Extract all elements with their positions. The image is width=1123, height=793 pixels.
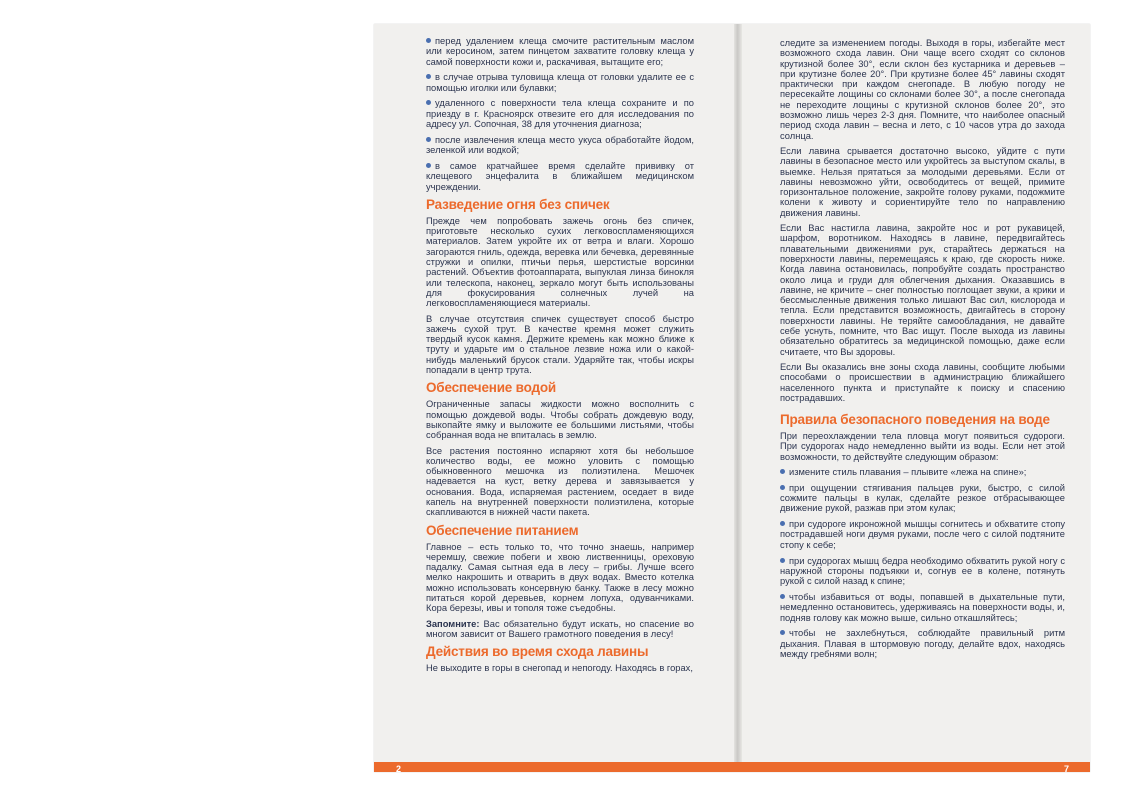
page-fold bbox=[734, 24, 742, 772]
list-item-text: при судорогах мышц бедра необходимо обхватить рукой ногу с наружной стороны подъякки и, согнув ее в колене, потянуть рукой с силой назад к спине; bbox=[780, 555, 1065, 587]
section-heading-water-rules: Правила безопасного поведения на воде bbox=[780, 412, 1050, 428]
list-item-text: в самое кратчайшее время сделайте прививку от клещевого энцефалита в ближайшем медицинском учреждении. bbox=[426, 160, 694, 192]
list-item bbox=[780, 556, 1065, 587]
list-item-text: перед удалением клеща смочите растительным маслом или керосином, затем пинцетом захватите головку клеща у самой поверхности кожи и, раскачивая, вытащите его; bbox=[426, 36, 694, 67]
note-text: Вас обязательно будут искать, но спасение во многом зависит от Вашего грамотного поведения в лесу! bbox=[426, 618, 694, 639]
note-label: Запомните: bbox=[426, 618, 480, 629]
list-item bbox=[426, 135, 694, 156]
list-item-text: удаленного с поверхности тела клеща сохраните и по приезду в г. Красноярск отвезите его для исследования по адресу ул. Сопочная, 38 для уточнения диагноза; bbox=[426, 98, 694, 130]
footer-accent-bar bbox=[374, 762, 1090, 772]
paragraph: Если лавина срывается достаточно высоко, уйдите с пути лавины в безопасное место или укройтесь за выступом скалы, в выемке. Нельзя прятаться за молодыми деревьями. Если от лавины невозможно уйти, освободитесь от вещей, примите горизонтальное положение, закройте голову руками, подожмите колени к животу и сориентируйте тело по направлению движения лавины. bbox=[780, 145, 1065, 218]
page-number-left: 2 bbox=[396, 764, 402, 772]
bullet-icon bbox=[780, 469, 785, 474]
list-item bbox=[780, 519, 1065, 550]
paragraph: Главное – есть только то, что точно знаешь, например черемшу, свежие побеги и хвою лиственницы, ореховую падалку. Самая сытная еда в лесу – грибы. Лучше всего мелко накрошить и отварить в двух водах. Вместо котелка можно использовать консервную банку. Также в лесу можно питаться корой деревьев, корнем лопуха, одуванчиками. Кора березы, ивы и тополя тоже съедобны. bbox=[426, 541, 694, 614]
paragraph: следите за изменением погоды. Выходя в горы, избегайте мест возможного схода лавин. Они чаще всего сходят со склонов крутизной более 30°, если склон без кустарника и деревьев – при крутизне более 20°. При крутизне более 45° лавины сходят практически при каждом снегопаде. В любую погоду не пересекайте лощины со склонами более 30°, а после снегопада не переходите лощины с крутизной склонов более 20°, это возможно лишь через 2-3 дня. Помните, что наиболее опасный период схода лавин – весна и лето, с 10 часов утра до захода солнца. bbox=[780, 38, 1065, 141]
left-page-column bbox=[426, 36, 694, 679]
bullet-icon bbox=[780, 630, 785, 635]
paragraph: Если Вас настигла лавина, закройте нос и рот рукавицей, шарфом, воротником. Находясь в лавине, передвигайтесь плавательными движениями рук, старайтесь держаться на поверхности лавины, перемещаясь к краю, где скорость ниже. Когда лавина остановилась, попробуйте создать пространство около лица и груди для облегчения дыхания. Оказавшись в лавине, не кричите – снег полностью поглощает звуки, а крики и бессмысленные движения только лишают Вас сил, кислорода и тепла. Если представится возможность, двигайтесь в сторону поверхности лавины. Не теряйте самообладания, не давайте себе уснуть, помните, что Вас ищут. После выхода из лавины обязательно обратитесь за медицинской помощью, даже если считаете, что Вы здоровы. bbox=[780, 223, 1065, 357]
bullet-icon bbox=[780, 558, 785, 563]
paragraph: Не выходите в горы в снегопад и непогоду. Находясь в горах, bbox=[426, 663, 693, 674]
paragraph: В случае отсутствия спичек существует способ быстро зажечь сухой трут. В качестве кремня может служить твердый кусок камня. Держите кремень как можно ближе к труту и ударьте им о стальное лезвие ножа или о какой-нибудь маленький брусок стали. Ударяйте так, чтобы искры попадали в центр трута. bbox=[426, 313, 694, 376]
right-page-column bbox=[780, 38, 1065, 665]
list-item bbox=[426, 72, 694, 93]
paragraph: Все растения постоянно испаряют хотя бы небольшое количество воды, ее можно уловить с помощью обыкновенного мешочка из полиэтилена. Мешочек надевается на куст, ветку дерева и завязывается у основания. Вода, испаряемая растением, оседает в виде капель на внутренней поверхности полиэтилена, которые скапливаются в нижней части пакета. bbox=[426, 445, 694, 518]
paragraph: Прежде чем попробовать зажечь огонь без спичек, приготовьте несколько сухих легковоспламеняющихся материалов. Затем укройте их от ветра и влаги. Хорошо загораются гниль, одежда, веревка или бечевка, деревянные стружки и опилки, птичьи перья, шерстистые ворсинки растений. Объектив фотоаппарата, выпуклая линза бинокля или телескопа, наконец, зеркало могут быть использованы для фокусирования солнечных лучей на легковоспламеняющиеся материалы. bbox=[426, 215, 694, 309]
bullet-icon bbox=[780, 594, 785, 599]
list-item bbox=[780, 467, 1065, 477]
list-item bbox=[780, 483, 1065, 514]
bullet-icon bbox=[426, 100, 431, 105]
section-heading-food: Обеспечение питанием bbox=[426, 522, 579, 538]
list-item bbox=[426, 36, 694, 67]
bullet-icon bbox=[780, 485, 785, 490]
list-item-text: в случае отрыва туловища клеща от головки удалите ее с помощью иголки или булавки; bbox=[426, 72, 694, 93]
note-paragraph bbox=[426, 619, 694, 640]
list-item-text: при судороге икроножной мышцы согнитесь и обхватите стопу пострадавшей ноги двумя руками, после чего с силой подтяните стопу к себе; bbox=[780, 519, 1065, 550]
list-item-text: при ощущении стягивания пальцев руки, быстро, с силой сожмите пальцы в кулак, сделайте резкое отбрасывающее движение рукой, разжав при этом кулак; bbox=[780, 482, 1065, 514]
section-heading-fire: Разведение огня без спичек bbox=[426, 196, 610, 212]
list-item-text: чтобы избавиться от воды, попавшей в дыхательные пути, немедленно остановитесь, удерживаясь на поверхности воды, и, подняв голову как можно выше, сильно откашляйтесь; bbox=[780, 591, 1065, 623]
list-item-text: после извлечения клеща место укуса обработайте йодом, зеленкой или водкой; bbox=[426, 134, 694, 156]
paragraph: Если Вы оказались вне зоны схода лавины, сообщите любыми способами о происшествии в администрацию ближайшего населенного пункта и приступайте к поиску и спасению пострадавших. bbox=[780, 361, 1065, 403]
bullet-icon bbox=[426, 163, 431, 168]
list-item bbox=[426, 161, 694, 192]
bullet-icon bbox=[426, 137, 431, 142]
bullet-icon bbox=[426, 74, 431, 79]
list-item-text: измените стиль плавания – плывите «лежа на спине»; bbox=[789, 466, 1027, 477]
paragraph: При переохлаждении тела пловца могут появиться судороги. При судорогах надо немедленно выйти из воды. Если нет этой возможности, то действуйте следующим образом: bbox=[780, 431, 1065, 462]
brochure-spread bbox=[374, 24, 1090, 772]
section-heading-water: Обеспечение водой bbox=[426, 380, 556, 396]
section-heading-avalanche: Действия во время схода лавины bbox=[426, 644, 649, 660]
list-item-text: чтобы не захлебнуться, соблюдайте правильный ритм дыхания. Плавая в штормовую погоду, делайте вдох, находясь между гребнями волн; bbox=[780, 628, 1065, 659]
page-number-right: 7 bbox=[1064, 764, 1070, 772]
paragraph: Ограниченные запасы жидкости можно восполнить с помощью дождевой воды. Чтобы собрать дождевую воду, выкопайте ямку и выложите ее большими листьями, чтобы собранная вода не впиталась в землю. bbox=[426, 399, 694, 441]
list-item bbox=[780, 592, 1065, 623]
bullet-icon bbox=[780, 521, 785, 526]
list-item bbox=[426, 98, 694, 129]
list-item bbox=[780, 628, 1065, 659]
bullet-icon bbox=[426, 38, 431, 43]
